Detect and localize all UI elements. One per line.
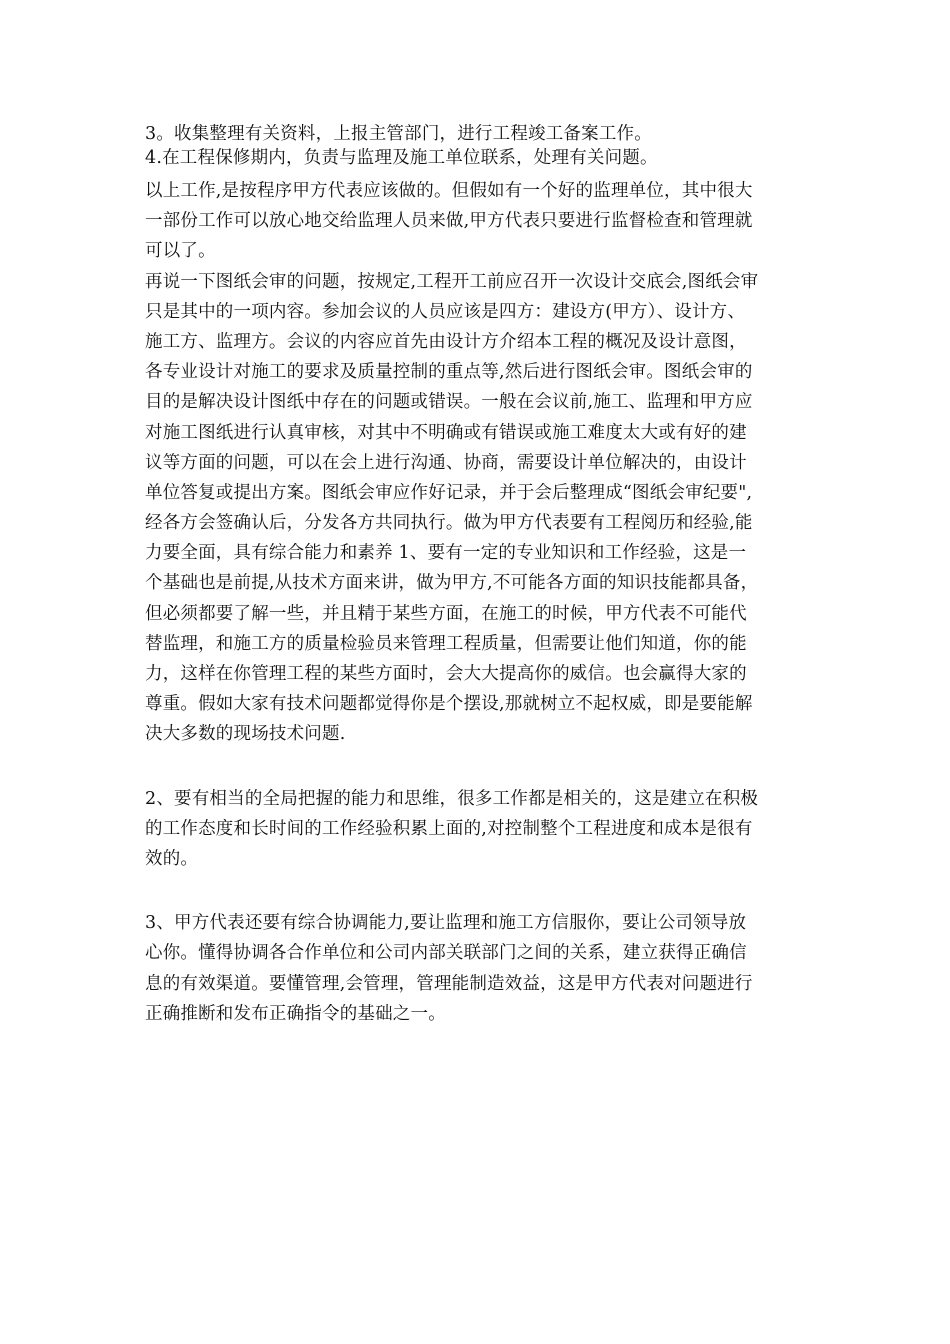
text-line: 替监理，和施工方的质量检验员来管理工程质量，但需要让他们知道，你的能: [145, 633, 747, 654]
paragraph-two: [145, 784, 805, 875]
text-line: 再说一下图纸会审的问题，按规定,工程开工前应召开一次设计交底会,图纸会审: [145, 271, 759, 292]
text-line: 尊重。假如大家有技术问题都觉得你是个摆设,那就树立不起权威，即是要能解: [145, 694, 753, 715]
text-line: 只是其中的一项内容。参加会议的人员应该是四方：建设方(甲方）、设计方、: [145, 301, 746, 322]
text-line: 可以了。: [145, 241, 216, 262]
text-line: 的工作态度和长时间的工作经验积累上面的,对控制整个工程进度和成本是很有: [145, 818, 753, 839]
document-page: [145, 122, 805, 1029]
text-line: 议等方面的问题，可以在会上进行沟通、协商，需要设计单位解决的，由设计: [145, 452, 747, 473]
text-line: 经各方会签确认后，分发各方共同执行。做为甲方代表要有工程阅历和经验,能: [145, 513, 753, 534]
text-line: 3、甲方代表还要有综合协调能力,要让监理和施工方信服你，要让公司领导放: [145, 913, 747, 934]
text-line: 正确推断和发布正确指令的基础之一。: [145, 1003, 446, 1024]
text-line: 4.在工程保修期内，负责与监理及施工单位联系，处理有关问题。: [145, 148, 658, 168]
paragraph-three: [145, 908, 805, 1029]
text-line: 力，这样在你管理工程的某些方面时，会大大提高你的威信。也会赢得大家的: [145, 664, 747, 684]
paragraph-gap: [145, 874, 805, 908]
text-line: 一部份工作可以放心地交给监理人员来做,甲方代表只要进行监督检查和管理就: [145, 211, 753, 232]
text-line: 目的是解决设计图纸中存在的问题或错误。一般在会议前,施工、监理和甲方应: [145, 392, 753, 413]
text-line: 但必须都要了解一些，并且精于某些方面，在施工的时候，甲方代表不可能代: [145, 603, 747, 624]
text-line: 个基础也是前提,从技术方面来讲，做为甲方,不可能各方面的知识技能都具备，: [145, 573, 759, 594]
text-line: 心你。懂得协调各合作单位和公司内部关联部门之间的关系，建立获得正确信: [145, 943, 747, 964]
paragraph-main: [145, 176, 805, 750]
text-line: 力要全面，具有综合能力和素养 1、要有一定的专业知识和工作经验，这是一: [145, 543, 747, 564]
text-line: 2、要有相当的全局把握的能力和思维，很多工作都是相关的，这是建立在积极: [145, 788, 759, 809]
list-block: [145, 122, 805, 170]
text-line: 息的有效渠道。要懂管理,会管理，管理能制造效益，这是甲方代表对问题进行: [145, 973, 753, 994]
paragraph-gap: [145, 750, 805, 784]
text-line: 各专业设计对施工的要求及质量控制的重点等,然后进行图纸会审。图纸会审的: [145, 362, 753, 383]
text-line: 对施工图纸进行认真审核，对其中不明确或有错误或施工难度太大或有好的建: [145, 422, 747, 443]
text-line: 施工方、监理方。会议的内容应首先由设计方介绍本工程的概况及设计意图，: [145, 331, 747, 352]
text-line: 效的。: [145, 848, 199, 869]
text-line: 单位答复或提出方案。图纸会审应作好记录，并于会后整理成“图纸会审纪要",: [145, 482, 753, 503]
text-line: 以上工作,是按程序甲方代表应该做的。但假如有一个好的监理单位，其中很大: [145, 181, 753, 201]
text-line: 3。收集整理有关资料，上报主管部门，进行工程竣工备案工作。: [145, 124, 652, 144]
text-line: 决大多数的现场技术问题.: [145, 724, 346, 745]
